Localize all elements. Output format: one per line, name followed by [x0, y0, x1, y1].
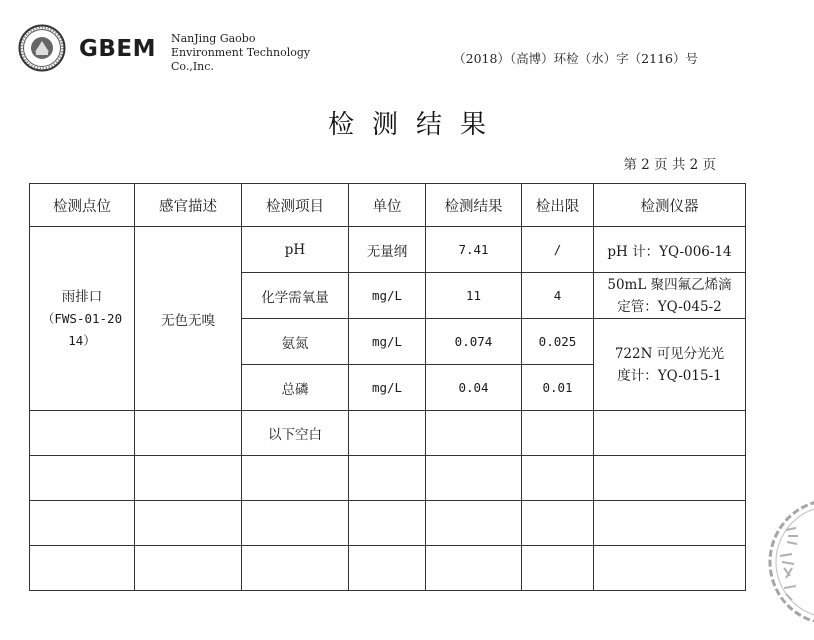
empty-cell: [594, 411, 746, 456]
table-row: [30, 546, 746, 591]
header-unit: 单位: [349, 184, 426, 227]
empty-cell: [242, 456, 349, 501]
location-line-2: （FWS-01-20: [41, 310, 123, 326]
description-cell: 无色无嗅: [135, 227, 242, 411]
empty-cell: [426, 456, 522, 501]
partial-stamp: [762, 492, 814, 622]
logo-text: GBEM: [79, 36, 157, 62]
instrument-line-1: 722N 可见分光光: [614, 345, 725, 362]
header-item: 检测项目: [242, 184, 349, 227]
empty-cell: [522, 546, 594, 591]
instrument-cell: [594, 273, 746, 319]
location-line-3: 14）: [68, 332, 96, 348]
header-limit: 检出限: [522, 184, 594, 227]
empty-cell: [135, 546, 242, 591]
item-cell: pH: [242, 227, 349, 273]
instrument-line-2: 定管：YQ-045-2: [617, 298, 722, 315]
instrument-cell: pH 计：YQ-006-14: [594, 227, 746, 273]
empty-cell: [30, 501, 135, 546]
empty-cell: [135, 456, 242, 501]
unit-cell: mg/L: [349, 319, 426, 365]
result-cell: 11: [426, 273, 522, 319]
empty-cell: [242, 546, 349, 591]
table-row: [30, 501, 746, 546]
table-header-row: [30, 184, 746, 227]
instrument-line-2: 度计：YQ-015-1: [617, 367, 722, 384]
instrument-cell: [594, 319, 746, 411]
result-cell: 0.04: [426, 365, 522, 411]
empty-cell: [30, 411, 135, 456]
header-instrument: 检测仪器: [594, 184, 746, 227]
empty-cell: [426, 411, 522, 456]
limit-cell: 0.01: [522, 365, 594, 411]
table-row: [30, 456, 746, 501]
empty-cell: [349, 456, 426, 501]
item-cell: 总磷: [242, 365, 349, 411]
empty-cell: [426, 501, 522, 546]
empty-cell: [242, 501, 349, 546]
table-row: [30, 411, 746, 456]
empty-cell: [522, 411, 594, 456]
limit-cell: /: [522, 227, 594, 273]
empty-cell: [594, 546, 746, 591]
item-cell: 氨氮: [242, 319, 349, 365]
empty-cell: [594, 456, 746, 501]
page-info: 第 2 页 共 2 页: [623, 157, 716, 173]
instrument-line-1: 50mL 聚四氟乙烯滴: [607, 276, 732, 293]
limit-cell: 0.025: [522, 319, 594, 365]
end-note-cell: 以下空白: [242, 411, 349, 456]
empty-cell: [522, 501, 594, 546]
company-name-line-1: NanJing Gaobo: [171, 32, 256, 45]
company-name-line-2: Environment Technology: [171, 46, 311, 59]
empty-cell: [349, 546, 426, 591]
header-location: 检测点位: [30, 184, 135, 227]
empty-cell: [135, 411, 242, 456]
item-cell: 化学需氧量: [242, 273, 349, 319]
header-description: 感官描述: [135, 184, 242, 227]
empty-cell: [594, 501, 746, 546]
limit-cell: 4: [522, 273, 594, 319]
empty-cell: [30, 456, 135, 501]
location-line-1: 雨排口: [61, 288, 103, 305]
unit-cell: mg/L: [349, 273, 426, 319]
empty-cell: [135, 501, 242, 546]
empty-cell: [349, 411, 426, 456]
result-cell: 0.074: [426, 319, 522, 365]
document-number: （2018）（高博）环检（水）字（2116）号: [453, 51, 698, 66]
empty-cell: [426, 546, 522, 591]
location-cell: [30, 227, 135, 411]
result-cell: 7.41: [426, 227, 522, 273]
table-row: [30, 227, 746, 273]
empty-cell: [522, 456, 594, 501]
page-title: 检测结果: [327, 110, 504, 140]
unit-cell: 无量纲: [349, 227, 426, 273]
company-name-line-3: Co.,Inc.: [171, 60, 214, 73]
empty-cell: [349, 501, 426, 546]
results-table: [29, 183, 746, 591]
header-result: 检测结果: [426, 184, 522, 227]
empty-cell: [30, 546, 135, 591]
company-name: [171, 32, 310, 74]
company-seal-logo: [18, 24, 66, 72]
unit-cell: mg/L: [349, 365, 426, 411]
